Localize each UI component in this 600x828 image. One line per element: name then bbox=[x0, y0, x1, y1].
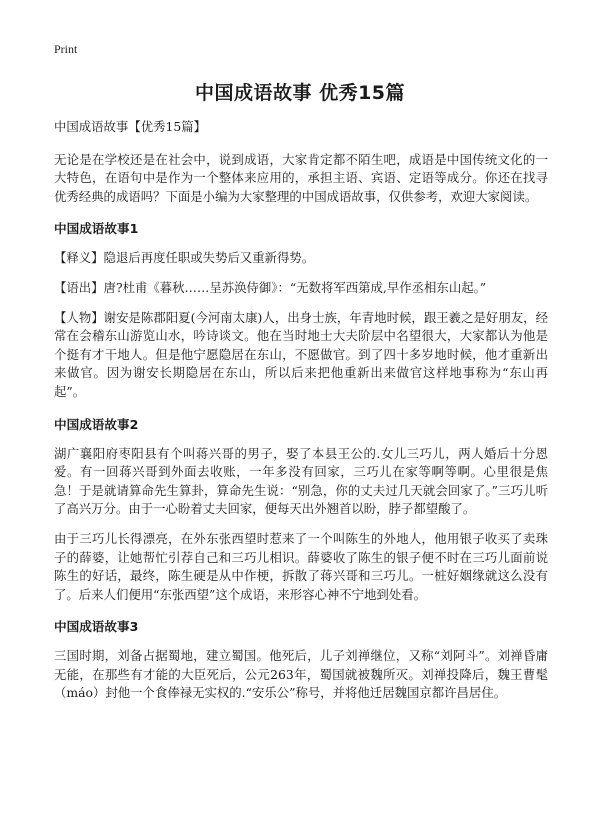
story-paragraph: 【语出】唐?杜甫《暮秋……呈苏涣侍御》：“无数将军西第成,早作丞相东山起。” bbox=[54, 279, 487, 295]
story-paragraph: 湖广襄阳府枣阳县有个叫蒋兴哥的男子，娶了本县王公的.女儿三巧儿，两人婚后十分恩爱。有一回蒋兴哥到外面去收账，一年多没有回家，三巧儿在家等啊等啊。心里很是焦急！于是就请算命先生算卦，算命先生说：“别急，你的丈夫过几天就会回家了。”三巧儿听了高兴万分。由于一心盼着丈夫回家，便每天出外翘首以盼，脖子都望酸了。 bbox=[54, 445, 548, 517]
story-paragraph: 三国时期，刘备占据蜀地，建立蜀国。他死后，儿子刘禅继位，又称“刘阿斗”。刘禅昏庸无能，在那些有才能的大臣死后，公元263年，蜀国就被魏所灭。刘禅投降后，魏王曹髦（máo）封他一个食俸禄无实权的.“安乐公”称号，并将他迁居魏国京都许昌居住。 bbox=[54, 648, 548, 701]
document-body bbox=[54, 118, 548, 714]
story-paragraph: 由于三巧儿长得漂亮，在外东张西望时惹来了一个叫陈生的外地人，他用银子收买了卖珠子的薛婆，让她帮忙引荐自己和三巧儿相识。薛婆收了陈生的银子便不时在三巧儿面前说陈生的好话，最终，陈生硬是从中作梗，拆散了蒋兴哥和三巧儿。一桩好姻缘就这么没有了。后来人们便用“东张西望”这个成语，来形容心神不宁地到处看。 bbox=[54, 530, 548, 602]
print-link[interactable]: Print bbox=[54, 42, 78, 56]
document-subtitle: 中国成语故事【优秀15篇】 bbox=[54, 119, 207, 134]
page-title: 中国成语故事 优秀15篇 bbox=[194, 82, 406, 104]
intro-paragraph: 无论是在学校还是在社会中，说到成语，大家肯定都不陌生吧，成语是中国传统文化的一大特色，在语句中是作为一个整体来应用的，承担主语、宾语、定语等成分。你还在找寻优秀经典的成语吗？下面是小编为大家整理的中国成语故事，仅供参考，欢迎大家阅读。 bbox=[54, 151, 548, 204]
story-heading: 中国成语故事1 bbox=[54, 221, 139, 237]
story-paragraph: 【人物】谢安是陈郡阳夏(今河南太康)人，出身士族，年青地时候，跟王羲之是好朋友，经常在会稽东山游览山水，吟诗谈文。他在当时地士大夫阶层中名望很大，大家都认为他是个挺有才干地人。但是他宁愿隐居在东山，不愿做官。到了四十多岁地时候，他才重新出来做官。因为谢安长期隐居在东山，所以后来把他重新出来做官这样地事称为“东山再起”。 bbox=[54, 309, 548, 399]
story-heading: 中国成语故事3 bbox=[54, 619, 139, 635]
story-paragraph: 【释义】隐退后再度任职或失势后又重新得势。 bbox=[54, 250, 315, 266]
story-heading: 中国成语故事2 bbox=[54, 416, 139, 432]
